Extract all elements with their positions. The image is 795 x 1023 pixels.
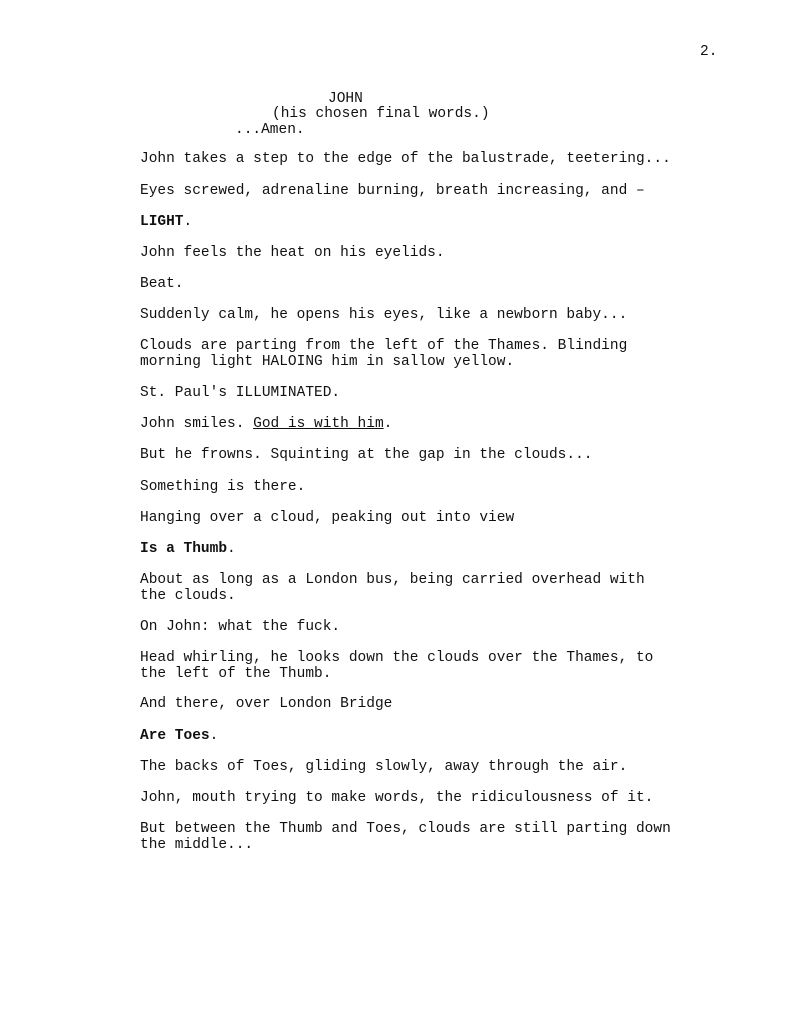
action-line: John feels the heat on his eyelids.	[140, 245, 445, 261]
action-line: About as long as a London bus, being carried overhead with the clouds.	[140, 572, 645, 604]
action-line: Beat.	[140, 276, 184, 292]
action-line: Something is there.	[140, 479, 306, 495]
action-line: Suddenly calm, he opens his eyes, like a newborn baby...	[140, 307, 628, 323]
action-line: Head whirling, he looks down the clouds over the Thames, to the left of the Thumb.	[140, 650, 654, 682]
action-line: But between the Thumb and Toes, clouds are still parting down the middle...	[140, 821, 671, 853]
action-line: On John: what the fuck.	[140, 619, 341, 635]
action-line: The backs of Toes, gliding slowly, away through the air.	[140, 759, 628, 775]
action-line	[140, 417, 710, 433]
parenthetical: (his chosen final words.)	[272, 106, 490, 122]
action-line	[140, 729, 710, 745]
action-line: John, mouth trying to make words, the ridiculousness of it.	[140, 790, 654, 806]
emphasis-text: LIGHT	[140, 214, 184, 230]
action-line: But he frowns. Squinting at the gap in the clouds...	[140, 447, 593, 463]
action-line: Clouds are parting from the left of the Thames. Blinding morning light HALOING him in sallow yellow.	[140, 338, 628, 370]
trailing-text: .	[227, 541, 236, 557]
trailing-text: .	[183, 214, 193, 230]
page-number: 2.	[700, 44, 718, 60]
action-line: Hanging over a cloud, peaking out into view	[140, 510, 515, 526]
leading-text: John smiles.	[140, 416, 254, 432]
action-line: John takes a step to the edge of the balustrade, teetering...	[140, 151, 671, 167]
character-name: JOHN	[328, 91, 363, 107]
action-line: And there, over London Bridge	[140, 696, 393, 712]
action-line	[140, 542, 710, 558]
trailing-text: .	[383, 416, 393, 432]
action-line	[140, 215, 710, 231]
trailing-text: .	[209, 728, 219, 744]
emphasis-text: Is a Thumb	[140, 541, 228, 557]
emphasis-text: Are Toes	[140, 728, 210, 744]
action-line: Eyes screwed, adrenaline burning, breath increasing, and –	[140, 183, 645, 199]
dialogue-line: ...Amen.	[235, 122, 305, 138]
underlined-text: God is with him	[253, 416, 384, 432]
action-line: St. Paul's ILLUMINATED.	[140, 385, 341, 401]
